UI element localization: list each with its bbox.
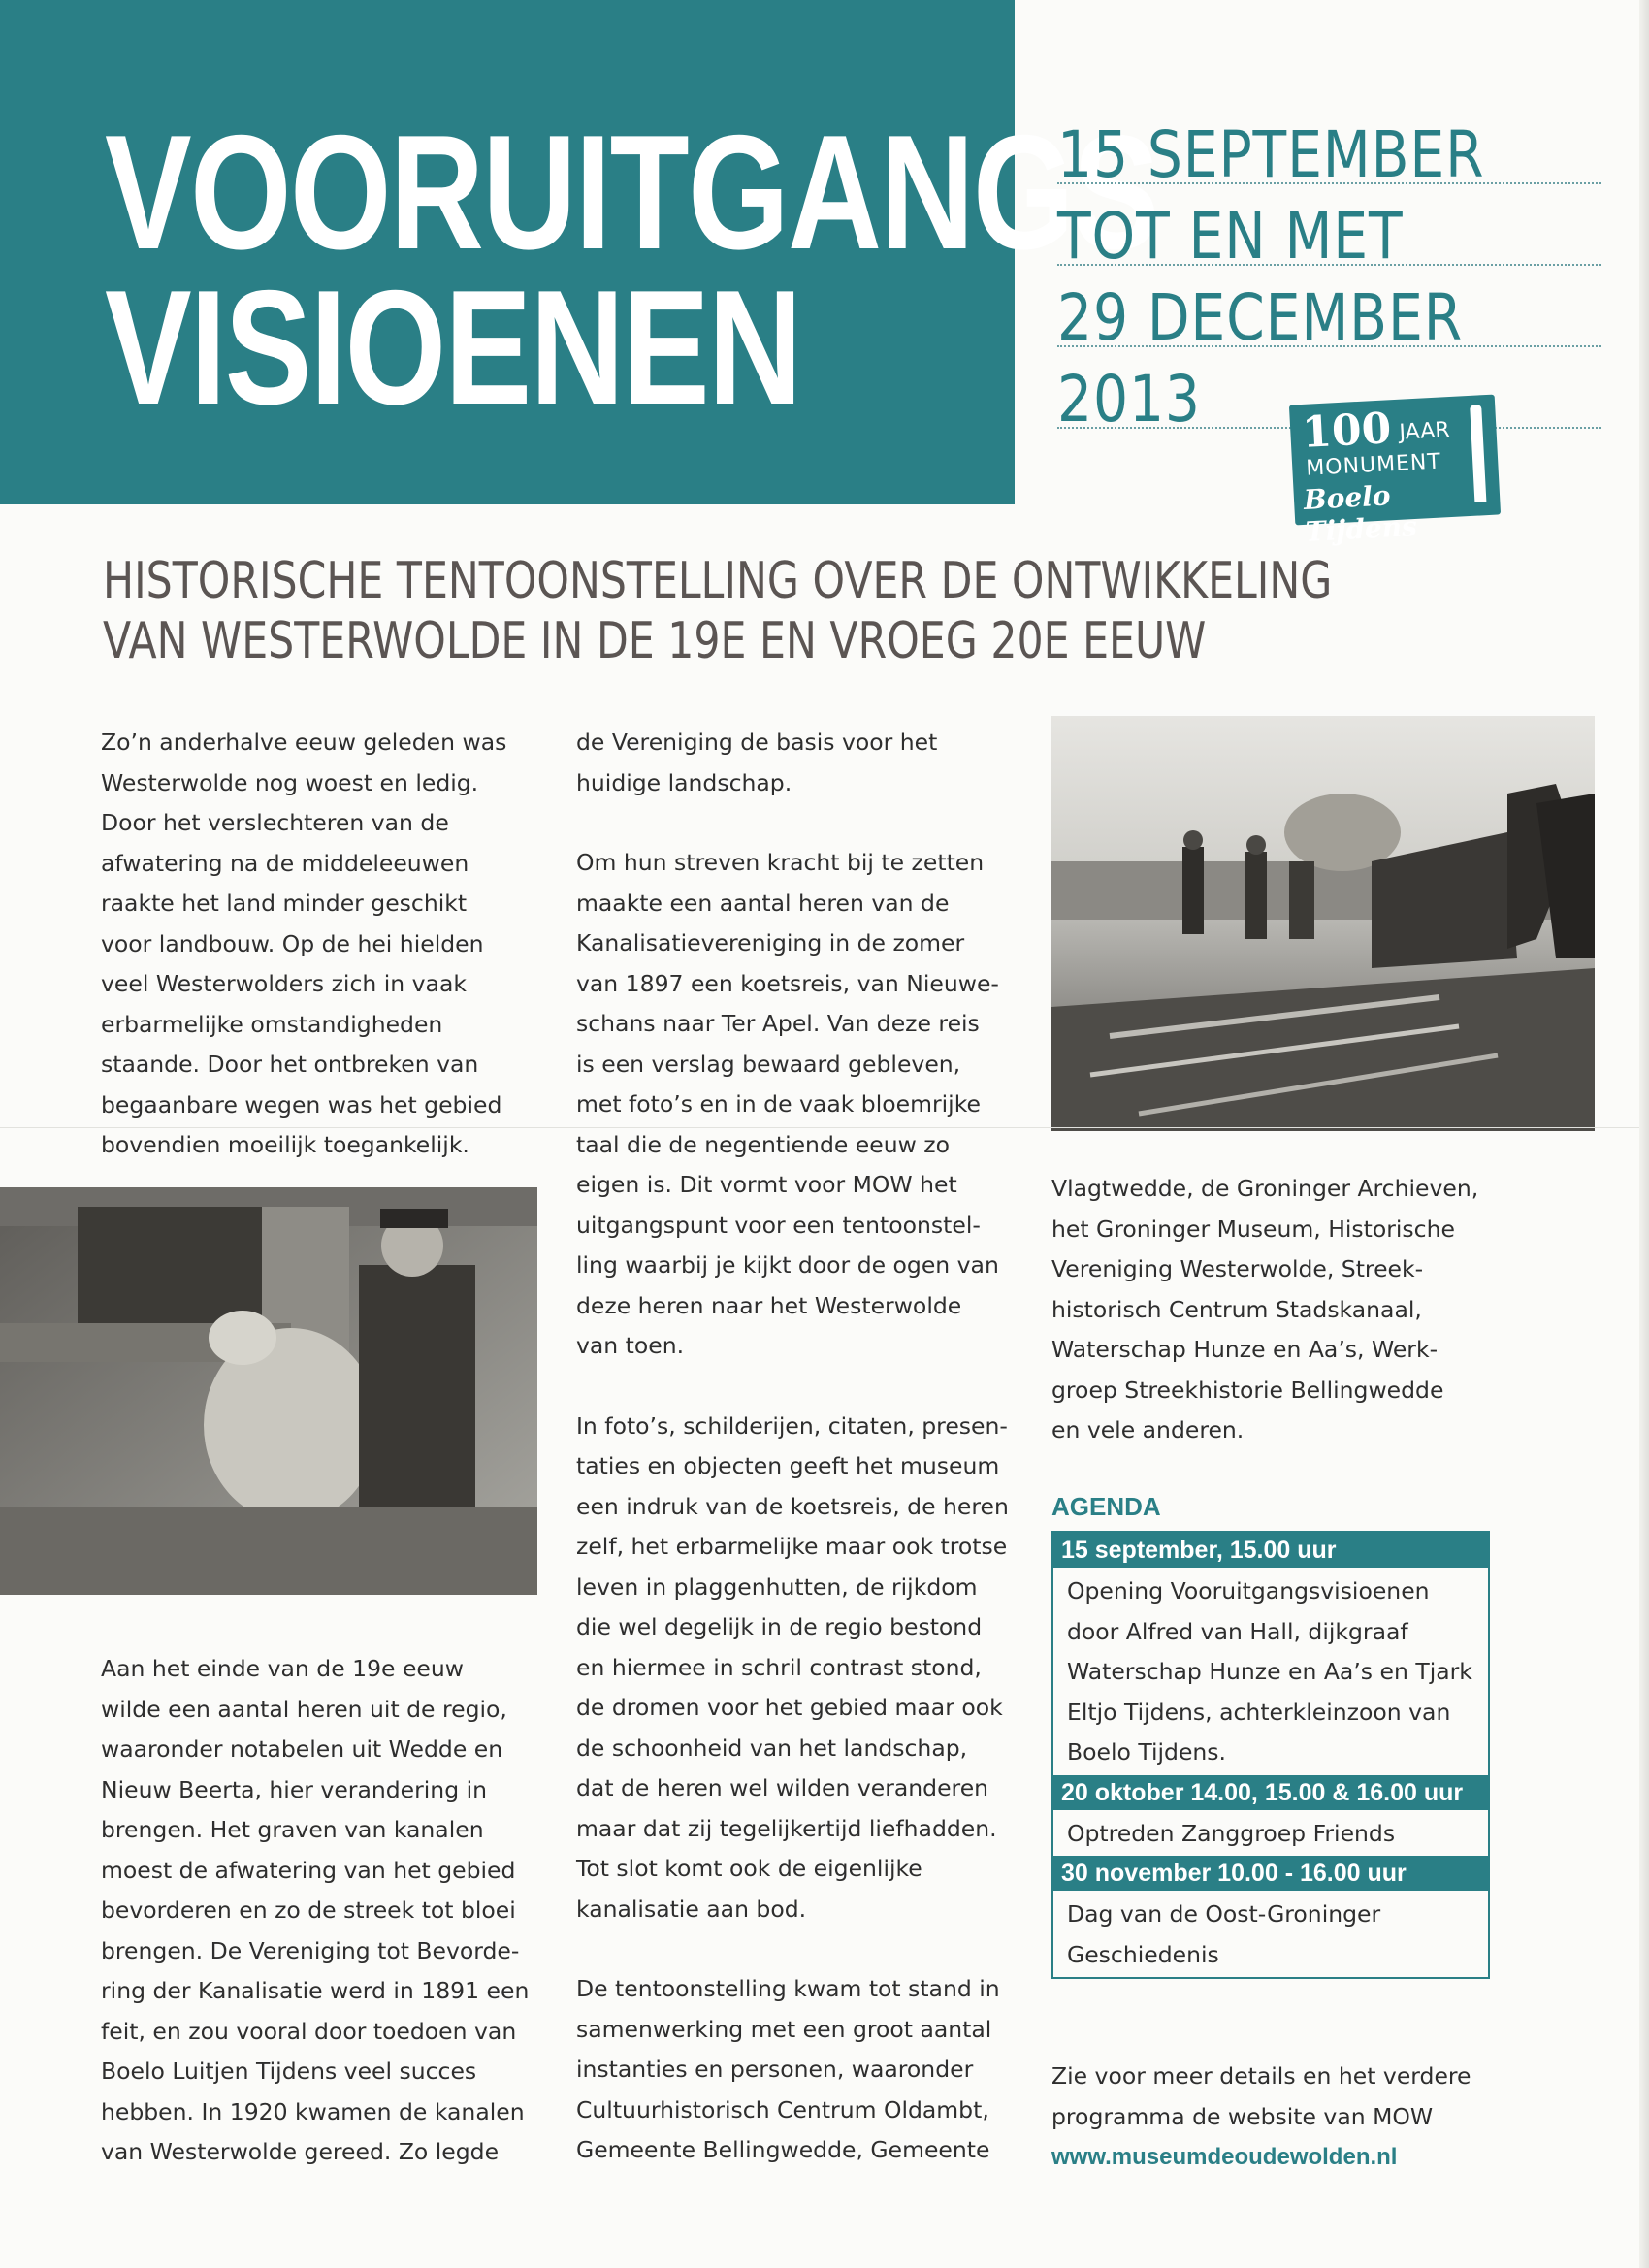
column-3 xyxy=(1051,1169,1595,1451)
subtitle-line-2: VAN WESTERWOLDE IN DE 19E EN VROEG 20E EEUW xyxy=(103,612,1207,670)
date-line xyxy=(1057,200,1600,281)
paragraph: Zo’n anderhalve eeuw geleden was Westerwolde nog woest en ledig. Door het verslechteren van de afwatering na de middeleeuwen raakte het land minder geschikt voor landbouw. Op de hei hielden veel Westerwolders zich in vaak erbarmelijke omstandigheden staande. Door het ontbreken van begaanbare wegen was het gebied bovendien moeilijk toegankelijk. xyxy=(101,729,507,1158)
date-line xyxy=(1057,281,1600,363)
footer xyxy=(1051,2057,1633,2178)
paragraph: de Vereniging de basis voor het huidige landschap. xyxy=(576,729,938,796)
website-link[interactable]: www.museumdeoudewolden.nl xyxy=(1051,2144,1398,2170)
paragraph: De tentoonstelling kwam tot stand in samenwerking met een groot aantal instanties en personen, waaronder Cultuurhistorisch Centrum Oldambt, Gemeente Bellingwedde, Gemeente xyxy=(576,1975,1000,2163)
page-edge xyxy=(1639,0,1649,2268)
date-range xyxy=(1057,118,1600,444)
column-1-top xyxy=(101,723,566,1166)
agenda-date: 30 november 10.00 - 16.00 uur xyxy=(1053,1856,1488,1891)
monument-badge xyxy=(1289,395,1501,548)
subtitle xyxy=(103,551,1333,671)
date-end: 29 DECEMBER xyxy=(1057,280,1464,355)
paragraph: Vlagtwedde, de Groninger Archieven, het Groninger Museum, Historische Vereniging Westerwolde, Streek- historisch Centrum Stadskanaal, Waterschap Hunze en Aa’s, Werk- groep Streekhistorie Bellingwedde en vele anderen. xyxy=(1051,1175,1479,1443)
badge-number: 100 xyxy=(1301,404,1393,458)
title-line-1: VOORUITGANGS xyxy=(105,101,1158,283)
footer-text: Zie voor meer details en het verdere programma de website van MOW xyxy=(1051,2062,1471,2130)
fold-line xyxy=(0,1127,1649,1128)
badge-unit: JAAR xyxy=(1398,418,1451,445)
paragraph: Om hun streven kracht bij te zetten maakte een aantal heren van de Kanalisatievereniging in de zomer van 1897 een koetsreis, van Nieuwe- schans naar Ter Apel. Van deze reis is een verslag bewaard gebleven, met foto’s en in de vaak bloemrijke taal die de negentiende eeuw zo eigen is. Dit vormt voor MOW het uitgangspunt voor een tentoonstel- ling waarbij je kijkt door de ogen van deze heren naar het Westerwolde van toen. xyxy=(576,849,999,1359)
agenda-box xyxy=(1051,1531,1490,1979)
agenda-date: 20 oktober 14.00, 15.00 & 16.00 uur xyxy=(1053,1775,1488,1810)
agenda-date: 15 september, 15.00 uur xyxy=(1053,1533,1488,1568)
column-2 xyxy=(576,723,1042,2171)
badge-monument: MONUMENT xyxy=(1305,449,1442,481)
date-line xyxy=(1057,118,1600,200)
title-line-2: VISIOENEN xyxy=(105,256,801,438)
column-1-bottom xyxy=(101,1649,566,2173)
paragraph: Aan het einde van de 19e eeuw wilde een aantal heren uit de regio, waaronder notabelen uit Wedde en Nieuw Beerta, hier verandering in brengen. Het graven van kanalen moest de afwatering van het gebied bevorderen en zo de streek tot bloei brengen. De Vereniging tot Bevorde- ring der Kanalisatie werd in 1891 een feit, en zou vooral door toedoen van Boelo Luitjen Tijdens veel succes hebben. In 1920 kwamen de kanalen van Westerwolde gereed. Zo legde xyxy=(101,1655,530,2165)
date-connector: TOT EN MET xyxy=(1057,199,1404,274)
page-title xyxy=(105,101,1158,438)
date-year: 2013 xyxy=(1057,362,1201,437)
photo-horses-muddy-road xyxy=(1051,716,1595,1131)
agenda-description: Dag van de Oost-Groninger Geschiedenis xyxy=(1067,1900,1381,1968)
photo-boy-with-sheep xyxy=(0,1187,537,1595)
agenda-description: Opening Vooruitgangsvisioenen door Alfred van Hall, dijkgraaf Waterschap Hunze en Aa’s en Tjark Eltjo Tijdens, achterkleinzoon van Boelo Tijdens. xyxy=(1067,1577,1472,1766)
badge-name: Boelo Tijdens xyxy=(1303,479,1418,548)
paragraph: In foto’s, schilderijen, citaten, presen- taties en objecten geeft het museum een indruk van de koetsreis, de heren zelf, het erbarmelijke maar ook trotse leven in plaggenhutten, de rijkdom die wel degelijk in de regio bestond en hiermee in schril contrast stond, de dromen voor het gebied maar ook de schoonheid van het landschap, dat de heren wel wilden veranderen maar dat zij tegelijkertijd liefhadden. Tot slot komt ook de eigenlijke kanalisatie aan bod. xyxy=(576,1411,1009,1923)
agenda-heading: AGENDA xyxy=(1051,1492,1161,1521)
date-start: 15 SEPTEMBER xyxy=(1057,117,1485,192)
subtitle-line-1: HISTORISCHE TENTOONSTELLING OVER DE ONTWIKKELING xyxy=(103,552,1333,610)
agenda-description: Optreden Zanggroep Friends xyxy=(1067,1819,1396,1847)
